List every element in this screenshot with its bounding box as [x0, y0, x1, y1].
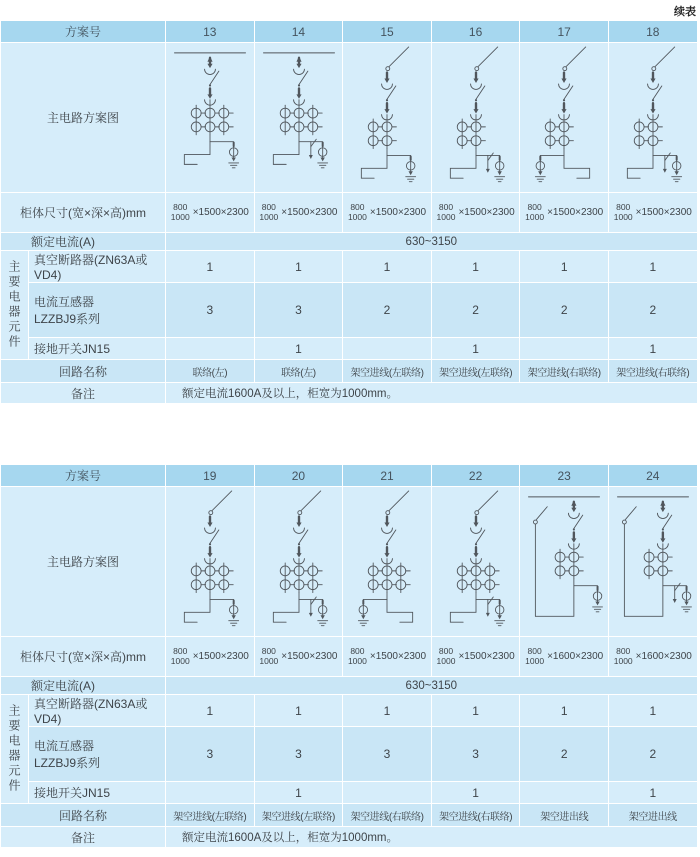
ct-count: 3 [431, 727, 520, 782]
ct-count: 3 [254, 283, 343, 338]
ct-count: 3 [166, 727, 255, 782]
depth-height-suffix: ×1500×2300 [458, 651, 515, 662]
scheme-number-header: 方案号 [1, 465, 166, 487]
earthing-switch-label: 接地开关JN15 [29, 782, 166, 804]
circuit-name: 架空进出线 [520, 804, 609, 827]
width-options [259, 203, 278, 223]
depth-height-suffix: ×1600×2300 [635, 651, 692, 662]
rated-current-label: 额定电流(A) [1, 233, 166, 251]
spec-table-1 [0, 20, 698, 404]
remark-label: 备注 [1, 827, 166, 848]
dimension-value [255, 647, 343, 667]
dimension-cell [166, 193, 255, 233]
earthing-switch-count [520, 782, 609, 804]
continued-label: 续表 [674, 6, 696, 18]
dimension-cell [520, 193, 609, 233]
remark-label: 备注 [1, 383, 166, 404]
earthing-switch-label: 接地开关JN15 [29, 338, 166, 360]
breaker-count: 1 [166, 251, 255, 283]
remark-text: 额定电流1600A及以上，柜宽为1000mm。 [166, 383, 698, 404]
circuit-name: 架空进线(右联络) [608, 360, 697, 383]
main-circuit-diagram-scheme-16 [432, 44, 520, 192]
main-circuit-diagram-scheme-18 [609, 44, 697, 192]
breaker-label: 真空断路器(ZN63A或VD4) [29, 695, 166, 727]
earthing-switch-count: 1 [608, 782, 697, 804]
dimension-cell [343, 637, 432, 677]
width-option-bottom: 1000 [525, 211, 545, 222]
width-options [437, 647, 456, 667]
circuit-diagram-cell [431, 43, 520, 193]
width-option-top: 800 [350, 201, 365, 212]
breaker-count: 1 [254, 695, 343, 727]
main-circuit-diagram-scheme-17 [520, 44, 608, 192]
dimension-cell [608, 637, 697, 677]
breaker-label: 真空断路器(ZN63A或VD4) [29, 251, 166, 283]
dimension-value [166, 647, 254, 667]
scheme-number: 17 [520, 21, 609, 43]
breaker-count: 1 [431, 695, 520, 727]
width-option-bottom: 1000 [613, 211, 633, 222]
current-transformer-row [1, 283, 698, 338]
width-option-bottom: 1000 [347, 211, 367, 222]
rated-current-row [1, 677, 698, 695]
circuit-diagram-cell [520, 43, 609, 193]
dimension-cell [520, 637, 609, 677]
main-circuit-diagram-scheme-14 [255, 44, 343, 192]
scheme-number: 23 [520, 465, 609, 487]
width-option-bottom: 1000 [436, 655, 456, 666]
ct-count: 2 [608, 283, 697, 338]
rated-current-value: 630~3150 [166, 233, 698, 251]
ct-count: 2 [431, 283, 520, 338]
dimension-cell [431, 637, 520, 677]
circuit-name: 架空进线(右联络) [520, 360, 609, 383]
scheme-number: 13 [166, 21, 255, 43]
dimensions-label: 柜体尺寸(宽×深×高)mm [1, 193, 166, 233]
earthing-switch-count: 1 [431, 338, 520, 360]
width-option-bottom: 1000 [436, 211, 456, 222]
dimension-cell [343, 193, 432, 233]
circuit-diagram-cell [520, 487, 609, 637]
depth-height-suffix: ×1600×2300 [547, 651, 604, 662]
dimension-value [520, 203, 608, 223]
scheme-number: 21 [343, 465, 432, 487]
remark-row [1, 827, 698, 848]
earthing-switch-count: 1 [254, 338, 343, 360]
circuit-diagram-cell [166, 43, 255, 193]
breaker-row [1, 695, 698, 727]
earthing-switch-count: 1 [254, 782, 343, 804]
dimension-value [432, 203, 520, 223]
width-option-bottom: 1000 [170, 655, 190, 666]
ct-label [29, 283, 166, 338]
width-option-bottom: 1000 [170, 211, 190, 222]
dimension-value [520, 647, 608, 667]
component-group-label: 主要电器元件 [1, 251, 29, 360]
depth-height-suffix: ×1500×2300 [192, 651, 249, 662]
header-row [1, 21, 698, 43]
dimension-cell [254, 193, 343, 233]
ct-label-line: LZZBJ9系列 [34, 312, 101, 326]
depth-height-suffix: ×1500×2300 [635, 207, 692, 218]
dimension-value [166, 203, 254, 223]
dimension-cell [431, 193, 520, 233]
remark-text: 额定电流1600A及以上，柜宽为1000mm。 [166, 827, 698, 848]
circuit-diagram-cell [608, 487, 697, 637]
remark-row [1, 383, 698, 404]
width-option-top: 800 [350, 645, 365, 656]
width-options [348, 203, 367, 223]
ct-count: 2 [608, 727, 697, 782]
scheme-number: 24 [608, 465, 697, 487]
dimension-value [609, 647, 697, 667]
width-option-top: 800 [616, 201, 631, 212]
dimension-cell [608, 193, 697, 233]
circuit-diagram-cell [431, 487, 520, 637]
component-group-label: 主要电器元件 [1, 695, 29, 804]
dimension-value [343, 647, 431, 667]
width-option-top: 800 [173, 645, 188, 656]
ct-label-line: 电流互感器 [34, 295, 95, 309]
diagram-row-label: 主电路方案图 [1, 487, 166, 637]
main-circuit-diagram-scheme-15 [343, 44, 431, 192]
width-option-top: 800 [527, 201, 542, 212]
width-option-top: 800 [261, 645, 276, 656]
ct-count: 3 [254, 727, 343, 782]
breaker-count: 1 [343, 695, 432, 727]
depth-height-suffix: ×1500×2300 [192, 207, 249, 218]
breaker-count: 1 [520, 251, 609, 283]
main-circuit-diagram-scheme-20 [255, 488, 343, 636]
dimension-value [255, 203, 343, 223]
depth-height-suffix: ×1500×2300 [369, 207, 427, 218]
circuit-name: 架空进线(右联络) [431, 804, 520, 827]
ct-label [29, 727, 166, 782]
circuit-diagram-cell [254, 487, 343, 637]
dimensions-label: 柜体尺寸(宽×深×高)mm [1, 637, 166, 677]
current-transformer-row [1, 727, 698, 782]
scheme-number: 22 [431, 465, 520, 487]
dimension-value [343, 203, 431, 223]
circuit-name: 架空进线(左联络) [254, 804, 343, 827]
main-circuit-diagram-scheme-21 [343, 488, 431, 636]
ct-count: 2 [343, 283, 432, 338]
depth-height-suffix: ×1500×2300 [458, 207, 515, 218]
ct-count: 3 [343, 727, 432, 782]
scheme-number-header: 方案号 [1, 21, 166, 43]
main-circuit-diagram-scheme-22 [432, 488, 520, 636]
dimension-value [432, 647, 520, 667]
scheme-number: 14 [254, 21, 343, 43]
breaker-count: 1 [608, 251, 697, 283]
breaker-count: 1 [254, 251, 343, 283]
width-option-top: 800 [438, 201, 454, 212]
earthing-switch-count: 1 [608, 338, 697, 360]
earthing-switch-count [166, 782, 255, 804]
diagram-row [1, 487, 698, 637]
ct-label-line: LZZBJ9系列 [34, 756, 101, 770]
circuit-diagram-cell [166, 487, 255, 637]
scheme-number: 20 [254, 465, 343, 487]
depth-height-suffix: ×1500×2300 [281, 207, 338, 218]
earthing-switch-count [166, 338, 255, 360]
scheme-number: 15 [343, 21, 432, 43]
main-circuit-diagram-scheme-13 [166, 44, 254, 192]
diagram-row [1, 43, 698, 193]
circuit-name: 架空进出线 [608, 804, 697, 827]
width-options [259, 647, 278, 667]
breaker-count: 1 [520, 695, 609, 727]
width-option-top: 800 [527, 645, 542, 656]
width-option-bottom: 1000 [525, 655, 545, 666]
circuit-diagram-cell [343, 43, 432, 193]
circuit-diagram-cell [254, 43, 343, 193]
main-circuit-diagram-scheme-23 [520, 488, 608, 636]
earthing-switch-row [1, 782, 698, 804]
earthing-switch-count: 1 [431, 782, 520, 804]
circuit-name-label: 回路名称 [1, 804, 166, 827]
circuit-name: 架空进线(右联络) [343, 804, 432, 827]
width-options [437, 203, 456, 223]
main-circuit-diagram-scheme-24 [609, 488, 697, 636]
scheme-number: 19 [166, 465, 255, 487]
width-option-bottom: 1000 [259, 211, 279, 222]
circuit-name: 架空进线(左联络) [431, 360, 520, 383]
width-options [525, 203, 544, 223]
spec-table-2 [0, 464, 698, 848]
earthing-switch-count [520, 338, 609, 360]
circuit-name: 架空进线(左联络) [166, 804, 255, 827]
width-options [525, 647, 544, 667]
main-circuit-diagram-scheme-19 [166, 488, 254, 636]
dimension-value [609, 203, 697, 223]
circuit-name-row [1, 804, 698, 827]
width-option-bottom: 1000 [613, 655, 633, 666]
width-option-bottom: 1000 [347, 655, 367, 666]
breaker-count: 1 [608, 695, 697, 727]
width-option-top: 800 [616, 645, 631, 656]
width-option-top: 800 [173, 201, 188, 212]
circuit-name: 联络(左) [166, 360, 255, 383]
earthing-switch-row [1, 338, 698, 360]
scheme-number: 16 [431, 21, 520, 43]
width-option-top: 800 [261, 201, 276, 212]
earthing-switch-count [343, 782, 432, 804]
ct-label-line: 电流互感器 [34, 739, 95, 753]
width-options [171, 203, 190, 223]
dimensions-row [1, 637, 698, 677]
width-option-bottom: 1000 [259, 655, 279, 666]
width-options [171, 647, 190, 667]
rated-current-value: 630~3150 [166, 677, 698, 695]
breaker-row [1, 251, 698, 283]
depth-height-suffix: ×1500×2300 [281, 651, 338, 662]
circuit-name: 联络(左) [254, 360, 343, 383]
diagram-row-label: 主电路方案图 [1, 43, 166, 193]
circuit-name-row [1, 360, 698, 383]
scheme-number: 18 [608, 21, 697, 43]
circuit-name: 架空进线(左联络) [343, 360, 432, 383]
breaker-count: 1 [431, 251, 520, 283]
ct-count: 2 [520, 727, 609, 782]
dimensions-row [1, 193, 698, 233]
ct-count: 3 [166, 283, 255, 338]
depth-height-suffix: ×1500×2300 [369, 651, 427, 662]
circuit-name-label: 回路名称 [1, 360, 166, 383]
rated-current-label: 额定电流(A) [1, 677, 166, 695]
rated-current-row [1, 233, 698, 251]
circuit-diagram-cell [343, 487, 432, 637]
ct-count: 2 [520, 283, 609, 338]
breaker-count: 1 [343, 251, 432, 283]
width-option-top: 800 [438, 645, 454, 656]
breaker-count: 1 [166, 695, 255, 727]
header-row [1, 465, 698, 487]
earthing-switch-count [343, 338, 432, 360]
width-options [614, 203, 633, 223]
dimension-cell [166, 637, 255, 677]
circuit-diagram-cell [608, 43, 697, 193]
width-options [348, 647, 367, 667]
dimension-cell [254, 637, 343, 677]
width-options [614, 647, 633, 667]
depth-height-suffix: ×1500×2300 [547, 207, 604, 218]
